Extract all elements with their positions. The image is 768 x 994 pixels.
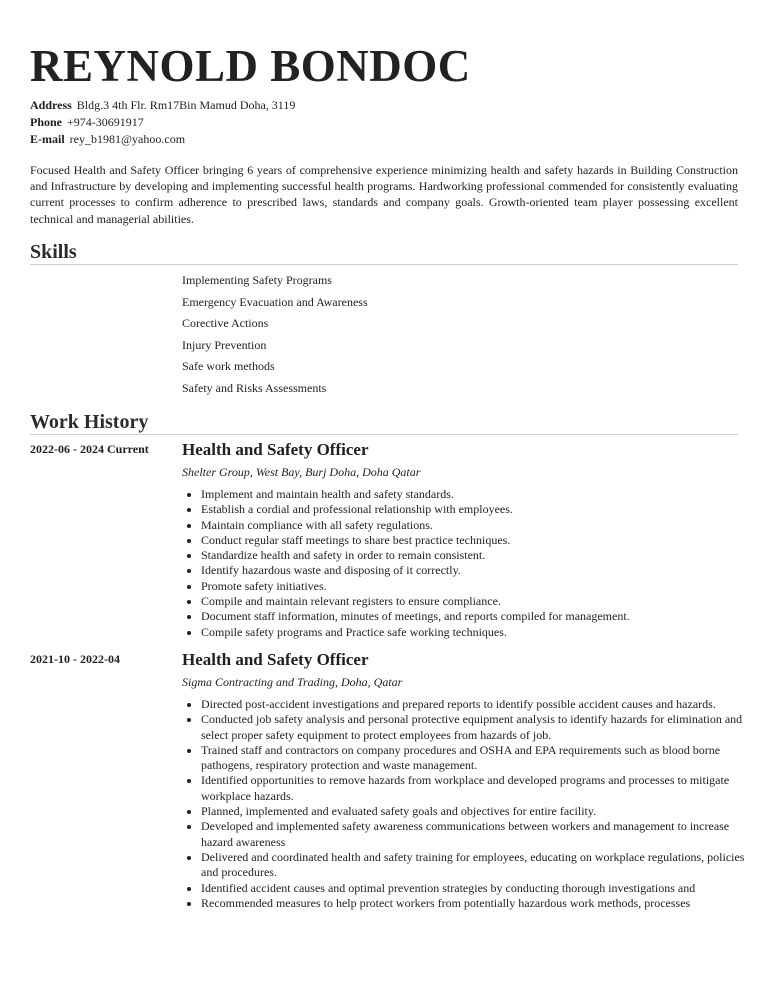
contact-block [30, 97, 295, 148]
work-history-heading: Work History [30, 411, 738, 435]
job-responsibilities [182, 487, 761, 640]
job-company: Shelter Group, West Bay, Burj Doha, Doha Qatar [182, 465, 421, 479]
professional-summary: Focused Health and Safety Officer bringing 6 years of comprehensive experience minimizing health and safety hazards in Building Construction and Infrastructure by developing and implementing successful health programs. Hardworking professional commended for consistently evaluating current processes to confirm adherence to prescribed laws, standards and company goals. Growth-oriented team player possessing excellent technical and managerial abilities. [30, 163, 738, 226]
address-label: Address [30, 98, 72, 112]
list-item: • Compile and maintain relevant registers to ensure compliance. [201, 594, 761, 609]
skills-heading: Skills [30, 241, 738, 265]
job-responsibilities [182, 697, 761, 911]
skill-item: Corective Actions [182, 316, 269, 331]
address-line [30, 97, 295, 114]
phone-label: Phone [30, 115, 63, 129]
job-company: Sigma Contracting and Trading, Doha, Qatar [182, 675, 403, 689]
list-item: • Maintain compliance with all safety regulations. [201, 518, 761, 533]
phone-line [30, 114, 295, 131]
list-item: • Identified opportunities to remove hazards from workplace and developed programs and processes to mitigate workplace hazards. [201, 773, 761, 804]
candidate-name: REYNOLD BONDOC [30, 41, 471, 91]
list-item: • Document staff information, minutes of meetings, and reports compiled for management. [201, 609, 761, 624]
list-item: • Standardize health and safety in order to remain consistent. [201, 548, 761, 563]
skill-item: Safe work methods [182, 359, 275, 374]
email-line [30, 131, 295, 148]
address-value: Bldg.3 4th Flr. Rm17Bin Mamud Doha, 3119 [76, 98, 296, 112]
list-item: • Delivered and coordinated health and safety training for employees, educating on workplace regulations, policies and procedures. [201, 850, 761, 881]
list-item: • Trained staff and contractors on company procedures and OSHA and EPA requirements such as blood borne pathogens, respiratory protection and waste management. [201, 743, 761, 774]
skill-item: Safety and Risks Assessments [182, 380, 327, 395]
skills-list [182, 270, 368, 400]
list-item: • Recommended measures to help protect workers from potentially hazardous work methods, processes [201, 896, 761, 911]
list-item: • Compile safety programs and Practice safe working techniques. [201, 625, 761, 640]
list-item: • Conduct regular staff meetings to share best practice techniques. [201, 533, 761, 548]
phone-value: +974-30691917 [67, 115, 144, 129]
email-label: E-mail [30, 132, 65, 146]
list-item: • Establish a cordial and professional relationship with employees. [201, 502, 761, 517]
list-item: • Planned, implemented and evaluated safety goals and objectives for entire facility. [201, 804, 761, 819]
list-item: • Developed and implemented safety awareness communications between workers and management to increase hazard awareness [201, 819, 761, 850]
list-item: • Identified accident causes and optimal prevention strategies by conducting thorough investigations and [201, 881, 761, 896]
list-item: • Identify hazardous waste and disposing of it correctly. [201, 563, 761, 578]
list-item: • Directed post-accident investigations and prepared reports to identify possible accident causes and hazards. [201, 697, 761, 712]
job-title: Health and Safety Officer [182, 440, 369, 459]
job-dates: 2022-06 - 2024 Current [30, 442, 149, 456]
list-item: • Implement and maintain health and safety standards. [201, 487, 761, 502]
skill-item: Injury Prevention [182, 337, 267, 352]
skill-item: Emergency Evacuation and Awareness [182, 294, 368, 309]
list-item: • Promote safety initiatives. [201, 579, 761, 594]
job-dates: 2021-10 - 2022-04 [30, 652, 120, 666]
skill-item: Implementing Safety Programs [182, 273, 332, 287]
email-value: rey_b1981@yahoo.com [69, 132, 186, 146]
job-title: Health and Safety Officer [182, 650, 369, 669]
list-item: • Conducted job safety analysis and personal protective equipment analysis to identify hazards for elimination and select proper safety equipment to protect employees from hazards of job. [201, 712, 761, 743]
